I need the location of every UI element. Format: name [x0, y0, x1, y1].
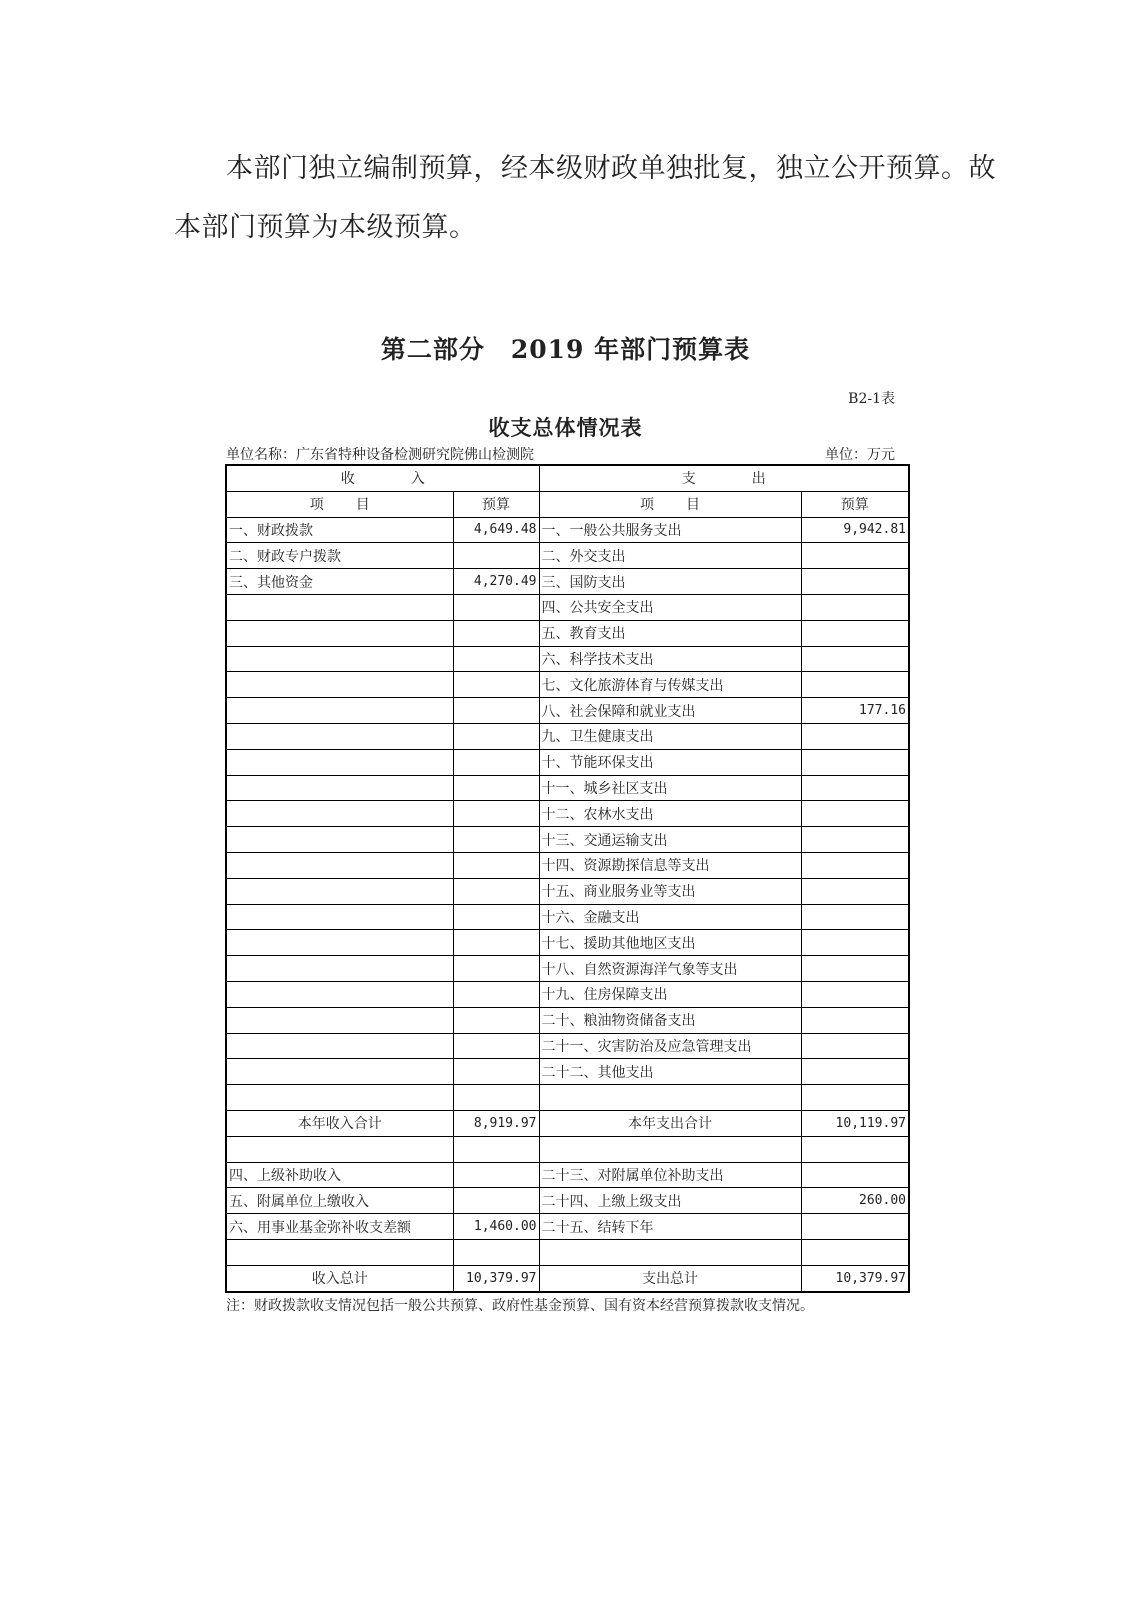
expense-value-cell [801, 1162, 909, 1188]
expense-item-cell: 二十五、结转下年 [539, 1214, 801, 1240]
table-row [226, 1265, 909, 1291]
expense-item-cell: 九、卫生健康支出 [539, 723, 801, 749]
expense-item-cell: 七、文化旅游体育与传媒支出 [539, 672, 801, 698]
table-row [226, 543, 909, 569]
income-value-cell [453, 1188, 539, 1214]
expense-value-cell [801, 1136, 909, 1162]
income-item-cell [226, 852, 453, 878]
header-income-budget: 预算 [453, 491, 539, 517]
expense-item-cell: 八、社会保障和就业支出 [539, 698, 801, 724]
income-item-cell [226, 775, 453, 801]
table-row [226, 1239, 909, 1265]
expense-item-cell: 六、科学技术支出 [539, 646, 801, 672]
expense-value-cell [801, 956, 909, 982]
unit-label: 单位：万元 [825, 447, 895, 463]
expense-value-cell: 260.00 [801, 1188, 909, 1214]
income-item-cell [226, 827, 453, 853]
income-value-cell [453, 801, 539, 827]
table-row [226, 569, 909, 595]
intro-paragraph-line-2: 本部门预算为本级预算。 [174, 212, 477, 243]
expense-value-cell [801, 827, 909, 853]
income-item-cell [226, 930, 453, 956]
table-body [226, 517, 909, 1291]
income-item-cell: 五、附属单位上缴收入 [226, 1188, 453, 1214]
table-row [226, 749, 909, 775]
expense-item-cell: 十三、交通运输支出 [539, 827, 801, 853]
table-header-row-groups [226, 465, 909, 491]
expense-value-cell [801, 569, 909, 595]
table-row [226, 981, 909, 1007]
expense-value-cell [801, 1059, 909, 1085]
income-item-cell [226, 1239, 453, 1265]
table-row [226, 723, 909, 749]
income-value-cell [453, 852, 539, 878]
expense-value-cell: 9,942.81 [801, 517, 909, 543]
income-value-cell [453, 930, 539, 956]
table-title: 收支总体情况表 [488, 415, 643, 440]
expense-item-cell: 四、公共安全支出 [539, 594, 801, 620]
header-income-item: 项目 [226, 491, 453, 517]
expense-value-cell [801, 594, 909, 620]
table-header-row-columns [226, 491, 909, 517]
expense-item-cell: 二十二、其他支出 [539, 1059, 801, 1085]
expense-item-cell: 支出总计 [539, 1265, 801, 1291]
table-row [226, 1085, 909, 1111]
income-value-cell [453, 956, 539, 982]
table-footnote: 注：财政拨款收支情况包括一般公共预算、政府性基金预算、国有资本经营预算拨款收支情况。 [226, 1298, 814, 1314]
income-item-cell [226, 1085, 453, 1111]
expense-value-cell [801, 1007, 909, 1033]
income-value-cell [453, 1136, 539, 1162]
income-item-cell [226, 878, 453, 904]
income-item-cell [226, 646, 453, 672]
table-row [226, 1162, 909, 1188]
table-row [226, 646, 909, 672]
table-row [226, 878, 909, 904]
expense-value-cell: 10,119.97 [801, 1110, 909, 1136]
section-title: 第二部分 2019 年部门预算表 [380, 335, 751, 364]
income-item-cell: 一、财政拨款 [226, 517, 453, 543]
header-expense-budget: 预算 [801, 491, 909, 517]
table-row [226, 1110, 909, 1136]
table-row [226, 775, 909, 801]
income-item-cell [226, 620, 453, 646]
unit-name: 单位名称：广东省特种设备检测研究院佛山检测院 [226, 447, 534, 463]
expense-value-cell [801, 646, 909, 672]
income-value-cell [453, 723, 539, 749]
income-item-cell [226, 1059, 453, 1085]
table-row [226, 1136, 909, 1162]
expense-value-cell [801, 801, 909, 827]
income-item-cell [226, 981, 453, 1007]
table-row [226, 801, 909, 827]
expense-value-cell [801, 930, 909, 956]
expense-value-cell [801, 723, 909, 749]
expense-item-cell: 二十、粮油物资储备支出 [539, 1007, 801, 1033]
income-value-cell [453, 981, 539, 1007]
expense-item-cell: 二十四、上缴上级支出 [539, 1188, 801, 1214]
income-value-cell [453, 1033, 539, 1059]
expense-item-cell: 一、一般公共服务支出 [539, 517, 801, 543]
table-row [226, 852, 909, 878]
table-row [226, 827, 909, 853]
expense-item-cell: 十九、住房保障支出 [539, 981, 801, 1007]
table-row [226, 698, 909, 724]
expense-value-cell: 10,379.97 [801, 1265, 909, 1291]
table-row [226, 1007, 909, 1033]
header-expense: 支出 [539, 465, 909, 491]
income-value-cell [453, 749, 539, 775]
income-value-cell [453, 1162, 539, 1188]
header-income: 收入 [226, 465, 539, 491]
table-row [226, 1059, 909, 1085]
income-value-cell: 1,460.00 [453, 1214, 539, 1240]
expense-item-cell: 十二、农林水支出 [539, 801, 801, 827]
income-item-cell [226, 801, 453, 827]
income-value-cell [453, 1059, 539, 1085]
expense-value-cell [801, 1239, 909, 1265]
income-value-cell [453, 1085, 539, 1111]
expense-item-cell: 十、节能环保支出 [539, 749, 801, 775]
expense-item-cell: 十七、援助其他地区支出 [539, 930, 801, 956]
table-row [226, 930, 909, 956]
expense-item-cell: 十四、资源勘探信息等支出 [539, 852, 801, 878]
header-expense-item: 项目 [539, 491, 801, 517]
income-item-cell: 三、其他资金 [226, 569, 453, 595]
expense-value-cell: 177.16 [801, 698, 909, 724]
expense-item-cell: 十八、自然资源海洋气象等支出 [539, 956, 801, 982]
expense-item-cell: 十六、金融支出 [539, 904, 801, 930]
table-row [226, 594, 909, 620]
income-item-cell: 二、财政专户拨款 [226, 543, 453, 569]
income-value-cell [453, 620, 539, 646]
income-item-cell: 本年收入合计 [226, 1110, 453, 1136]
income-value-cell [453, 646, 539, 672]
table-row [226, 1188, 909, 1214]
income-value-cell: 4,649.48 [453, 517, 539, 543]
income-value-cell [453, 672, 539, 698]
expense-value-cell [801, 904, 909, 930]
income-value-cell [453, 698, 539, 724]
expense-item-cell: 五、教育支出 [539, 620, 801, 646]
expense-value-cell [801, 1214, 909, 1240]
expense-value-cell [801, 852, 909, 878]
income-item-cell: 六、用事业基金弥补收支差额 [226, 1214, 453, 1240]
income-item-cell [226, 1136, 453, 1162]
income-item-cell [226, 749, 453, 775]
expense-item-cell [539, 1085, 801, 1111]
expense-item-cell: 十一、城乡社区支出 [539, 775, 801, 801]
table-row [226, 1214, 909, 1240]
income-value-cell: 10,379.97 [453, 1265, 539, 1291]
expense-item-cell [539, 1239, 801, 1265]
expense-item-cell: 二十三、对附属单位补助支出 [539, 1162, 801, 1188]
table-row [226, 904, 909, 930]
expense-value-cell [801, 1033, 909, 1059]
expense-value-cell [801, 1085, 909, 1111]
income-value-cell [453, 878, 539, 904]
income-value-cell [453, 1239, 539, 1265]
income-item-cell [226, 1007, 453, 1033]
income-item-cell: 四、上级补助收入 [226, 1162, 453, 1188]
income-value-cell [453, 1007, 539, 1033]
income-value-cell: 4,270.49 [453, 569, 539, 595]
table-code: B2-1表 [848, 391, 895, 407]
income-value-cell [453, 775, 539, 801]
intro-paragraph-line-1: 本部门独立编制预算，经本级财政单独批复，独立公开预算。故 [226, 153, 996, 184]
expense-value-cell [801, 543, 909, 569]
table-row [226, 1033, 909, 1059]
table-row [226, 956, 909, 982]
income-item-cell [226, 594, 453, 620]
income-value-cell [453, 543, 539, 569]
income-value-cell [453, 904, 539, 930]
income-item-cell [226, 956, 453, 982]
income-item-cell [226, 672, 453, 698]
expense-item-cell: 二、外交支出 [539, 543, 801, 569]
expense-value-cell [801, 749, 909, 775]
expense-item-cell: 十五、商业服务业等支出 [539, 878, 801, 904]
income-item-cell [226, 698, 453, 724]
expense-value-cell [801, 878, 909, 904]
expense-item-cell [539, 1136, 801, 1162]
expense-value-cell [801, 672, 909, 698]
income-item-cell [226, 723, 453, 749]
income-item-cell [226, 1033, 453, 1059]
table-row [226, 672, 909, 698]
income-value-cell [453, 827, 539, 853]
income-item-cell: 收入总计 [226, 1265, 453, 1291]
expense-value-cell [801, 981, 909, 1007]
income-value-cell [453, 594, 539, 620]
expense-value-cell [801, 775, 909, 801]
income-value-cell: 8,919.97 [453, 1110, 539, 1136]
expense-value-cell [801, 620, 909, 646]
expense-item-cell: 本年支出合计 [539, 1110, 801, 1136]
income-item-cell [226, 904, 453, 930]
table-row [226, 517, 909, 543]
expense-item-cell: 二十一、灾害防治及应急管理支出 [539, 1033, 801, 1059]
table-row [226, 620, 909, 646]
budget-summary-table [225, 464, 910, 1293]
expense-item-cell: 三、国防支出 [539, 569, 801, 595]
